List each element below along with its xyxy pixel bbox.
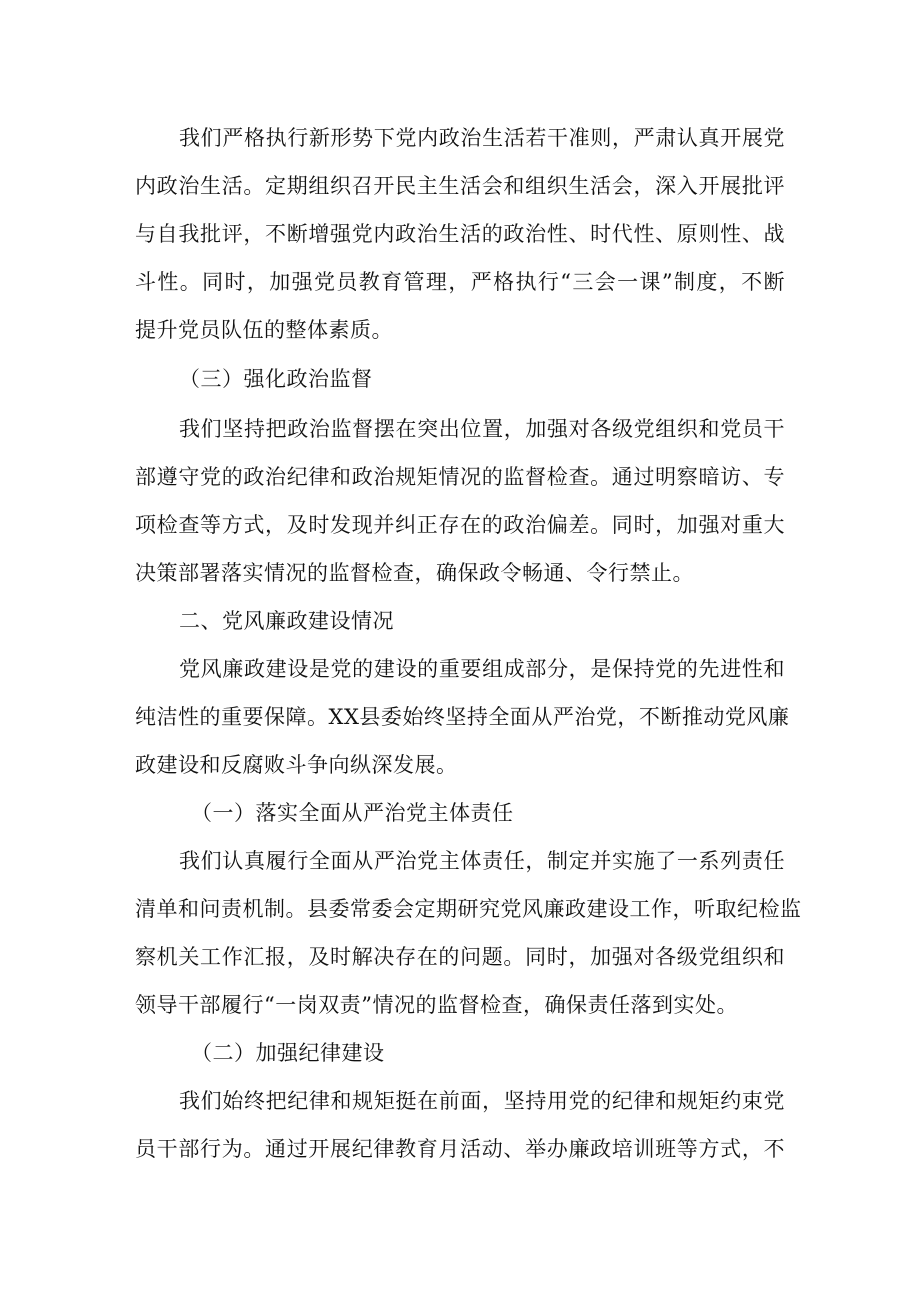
paragraph-line: 我们坚持把政治监督摆在突出位置，加强对各级党组织和党员干 — [179, 417, 785, 441]
paragraph-line: 我们认真履行全面从严治党主体责任，制定并实施了一系列责任 — [179, 849, 785, 873]
paragraph-line: 提升党员队伍的整体素质。 — [135, 318, 393, 342]
paragraph-line: 与自我批评，不断增强党内政治生活的政治性、时代性、原则性、战 — [135, 222, 785, 246]
paragraph-line: 项检查等方式，及时发现并纠正存在的政治偏差。同时，加强对重大 — [135, 513, 785, 537]
paragraph-line: 决策部署落实情况的监督检查，确保政令畅通、令行禁止。 — [135, 561, 694, 585]
paragraph-line: 部遵守党的政治纪律和政治规矩情况的监督检查。通过明察暗访、专 — [135, 465, 785, 489]
paragraph-line: 员干部行为。通过开展纪律教育月活动、举办廉政培训班等方式，不 — [135, 1137, 785, 1161]
paragraph-line: 我们始终把纪律和规矩挺在前面，坚持用党的纪律和规矩约束党 — [179, 1089, 785, 1113]
heading-text: （一）落实全面从严治党主体责任 — [191, 801, 514, 825]
paragraph-line: 察机关工作汇报，及时解决存在的问题。同时，加强对各级党组织和 — [135, 945, 785, 969]
paragraph-line: 斗性。同时，加强党员教育管理，严格执行“三会一课”制度，不断 — [135, 270, 785, 294]
paragraph-line: 内政治生活。定期组织召开民主生活会和组织生活会，深入开展批评 — [135, 174, 785, 198]
paragraph-line: 清单和问责机制。县委常委会定期研究党风廉政建设工作，听取纪检监 — [135, 897, 802, 921]
paragraph-line: 纯洁性的重要保障。XX县委始终坚持全面从严治党，不断推动党风廉 — [135, 705, 790, 729]
heading-text: （二）加强纪律建设 — [191, 1041, 385, 1065]
paragraph-line: 领导干部履行“一岗双责”情况的监督检查，确保责任落到实处。 — [135, 993, 738, 1017]
heading-text: 二、党风廉政建设情况 — [179, 609, 394, 633]
paragraph-line: 我们严格执行新形势下党内政治生活若干准则，严肃认真开展党 — [179, 126, 785, 150]
paragraph-line: 政建设和反腐败斗争向纵深发展。 — [135, 753, 458, 777]
paragraph-line: 党风廉政建设是党的建设的重要组成部分，是保持党的先进性和 — [179, 657, 785, 681]
heading-text: （三）强化政治监督 — [179, 367, 373, 391]
